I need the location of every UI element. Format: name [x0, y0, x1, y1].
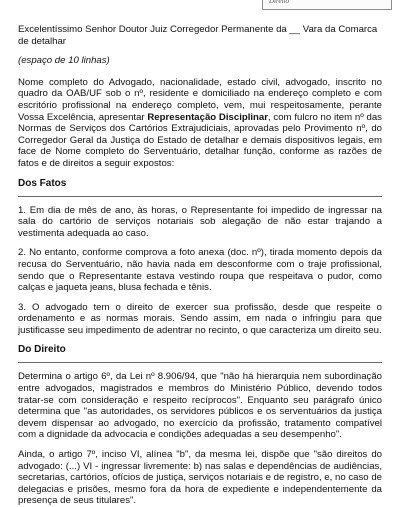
fatos-paragraph-3: 3. O advogado tem o direito de exercer sua profissão, desde que respeite o ordenamento e as normas morais. Sendo assim, em nada o infringiu para que justificasse seu impedimento de adentrar no recinto, o que caracteriza um direito seu.: [18, 301, 382, 336]
intro-text-after: , com fulcro no item nº das Normas de Serviços dos Cartórios Extrajudiciais, aprovadas pelo Provimento nº, do Corregedor Geral da Justiça do Estado de detalhar e demais dispositivos legais, em face de Nome completo do Serventuário, detalhar função, conforme as razões de fatos e de direitos a seguir expostos:: [18, 111, 382, 169]
addressee-line: Excelentíssimo Senhor Doutor Juiz Corregedor Permanente da __ Vara da Comarca de detalhar: [18, 24, 378, 47]
fatos-paragraph-1: 1. Em dia de mês de ano, às horas, o Representante foi impedido de ingressar na sala do cartório de serviços notariais sob alegação de não estar trajando a vestimenta adequada ao caso.: [18, 204, 382, 239]
section-title-fatos: Dos Fatos: [18, 177, 67, 189]
intro-text-before: Nome completo do Advogado, nacionalidade, estado civil, advogado, inscrito no quadro da OAB/UF sob o nº, residente e domiciliado na endereço completo e com escritório profissional na endereço completo, vem, mui respeitosamente, perante Vossa Excelência, apresentar: [18, 76, 382, 123]
intro-emphasis: Representação Disciplinar: [147, 111, 268, 123]
section-divider-fatos: [18, 196, 382, 197]
section-title-direito: Do Direito: [18, 344, 66, 356]
intro-paragraph: [18, 77, 382, 170]
spacing-note: (espaço de 10 linhas): [18, 55, 110, 67]
header-box-text: Direito: [269, 0, 289, 5]
direito-paragraph-2: Ainda, o artigo 7º, inciso VI, alínea "b", da mesma lei, dispõe que "são direitos do advogado: (...) VI - ingressar livremente: b) nas salas e dependências de audiências, secretarias, cartórios, ofícios de justiça, serviços notariais e de registro, e, no caso de delegacias e prisões, mesmo fora da hora de expediente e independentemente da presença de seus titulares".: [18, 449, 382, 507]
section-divider-direito: [18, 362, 382, 363]
header-box: [262, 0, 392, 10]
direito-paragraph-1: Determina o artigo 6º, da Lei nº 8.906/94, que "não há hierarquia nem subordinação entre advogados, magistrados e membros do Ministério Público, devendo todos tratar-se com consideração e respeito recíprocos". Enquanto seu parágrafo único determina que "as autoridades, os servidores públicos e os serventuários da justiça devem dispensar ao advogado, no exercício da profissão, tratamento compatível com a dignidade da advocacia e condições adequadas a seu desempenho".: [18, 371, 382, 441]
fatos-paragraph-2: 2. No entanto, conforme comprova a foto anexa (doc. nº), tirada momento depois da recusa do Serventuário, não havia nada em desconforme com o traje profissional, sendo que o Representante estava vestindo roupa que respeitava o pudor, como calças e jaqueta jeans, blusa fechada e tênis.: [18, 247, 382, 294]
